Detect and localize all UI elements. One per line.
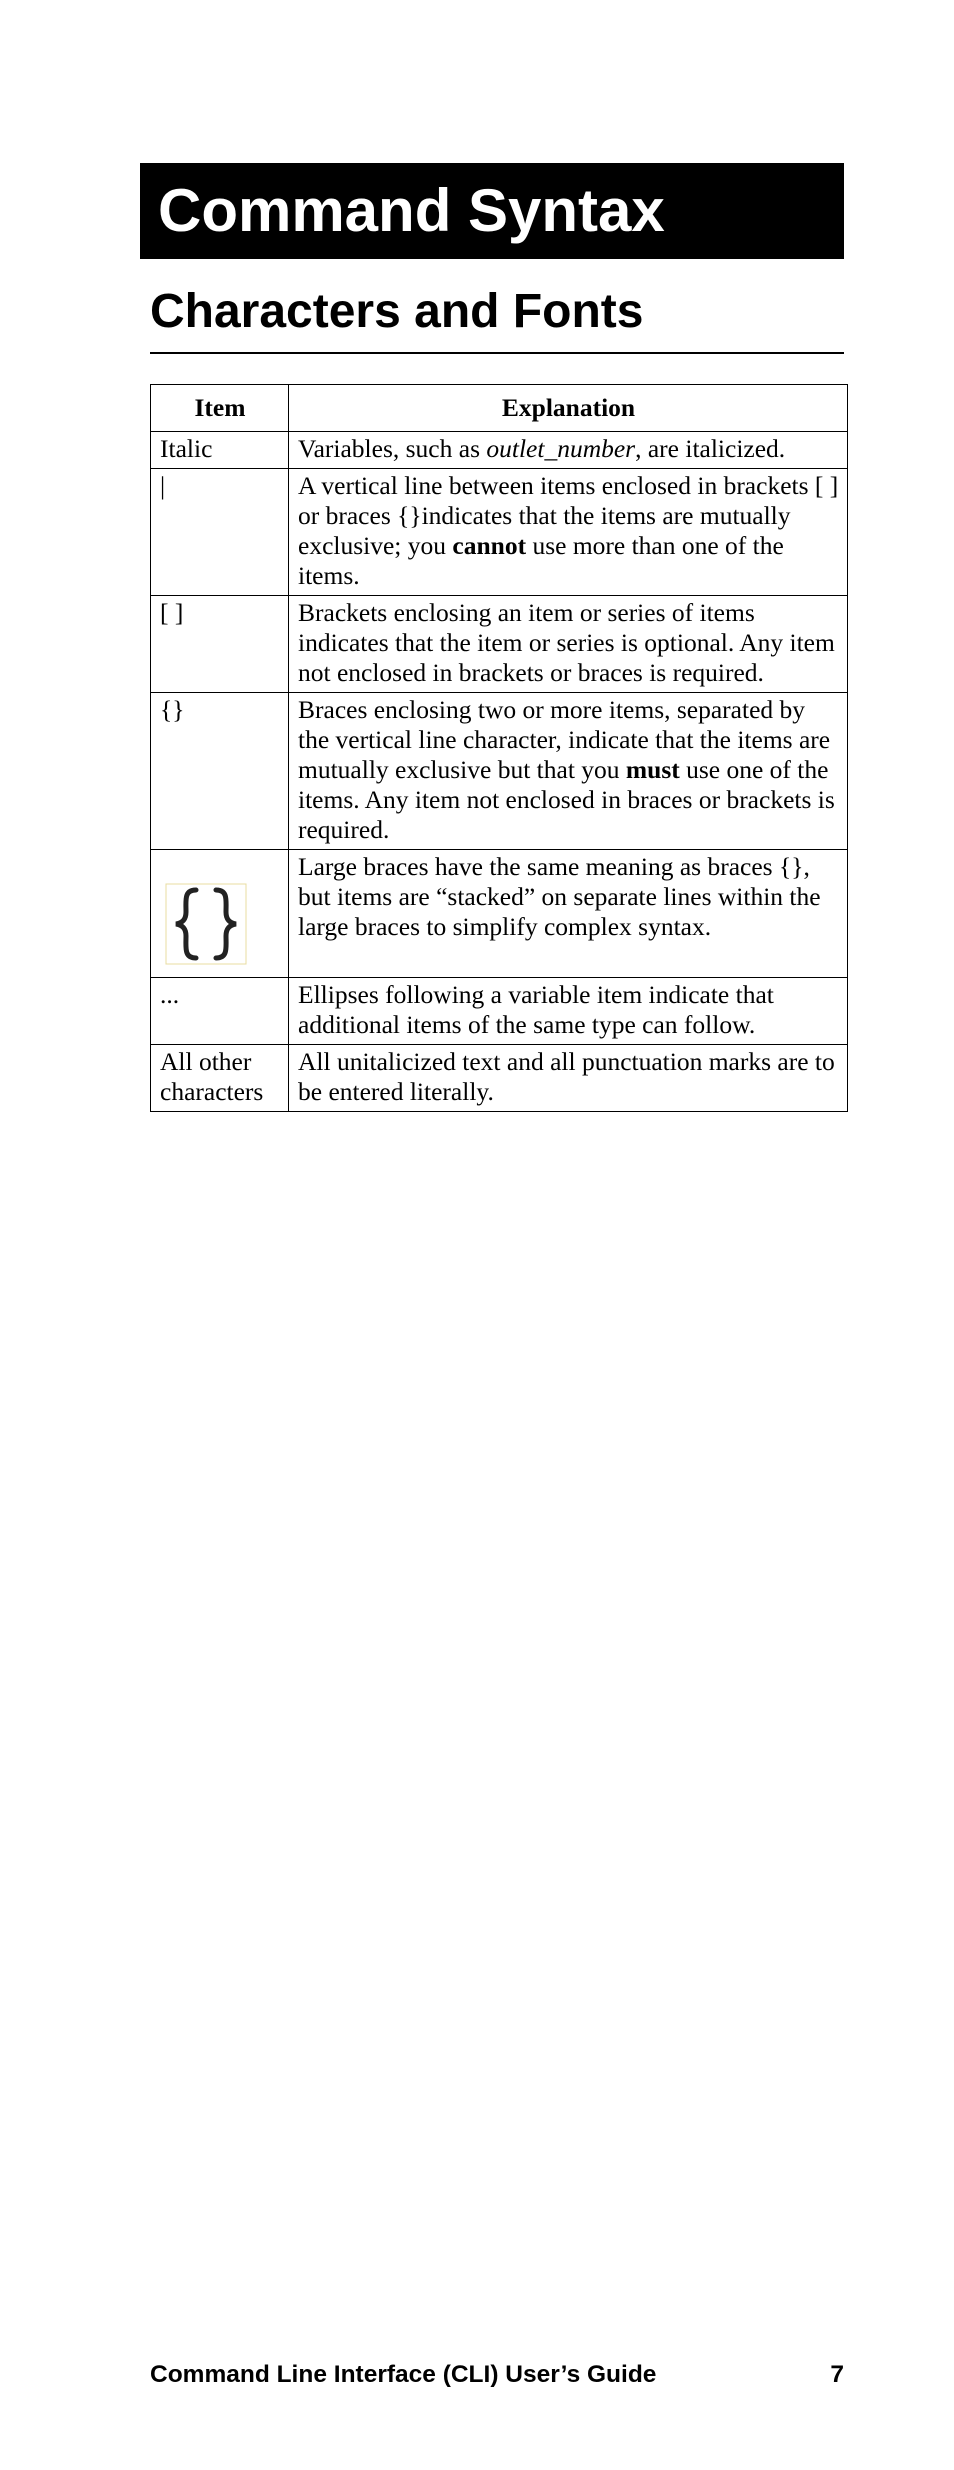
chapter-title: Command Syntax [158, 177, 665, 244]
explanation-text: Braces enclosing two or more items, separated by the vertical line character, indicate that the items are mutually exclusive but that you [298, 695, 831, 784]
item-label: All other characters [160, 1047, 264, 1106]
footer-guide-title: Command Line Interface (CLI) User’s Guide [150, 2361, 657, 2388]
item-cell [151, 693, 289, 850]
footer-page-number: 7 [830, 2361, 844, 2388]
explanation-cell [289, 596, 848, 693]
large-braces-icon [164, 882, 248, 966]
item-cell [151, 469, 289, 596]
explanation-cell [289, 693, 848, 850]
explanation-text: Brackets enclosing an item or series of items indicates that the item or series is optional. Any item not enclosed in brackets or braces is required. [298, 598, 835, 687]
chapter-title-banner [140, 163, 844, 259]
explanation-text: must [625, 755, 680, 784]
explanation-cell [289, 978, 848, 1045]
table-row [151, 978, 848, 1045]
table-body [151, 432, 848, 1112]
table-row [151, 596, 848, 693]
syntax-table [150, 384, 848, 1112]
explanation-text: Ellipses following a variable item indicate that additional items of the same type can follow. [298, 980, 774, 1039]
table-row [151, 469, 848, 596]
explanation-cell [289, 1045, 848, 1112]
column-header-item: Item [151, 385, 289, 432]
explanation-cell [289, 432, 848, 469]
item-cell [151, 596, 289, 693]
explanation-text: Variables, such as [298, 434, 487, 463]
explanation-text: A vertical line between items enclosed in brackets [ ] or braces {}indicates that the items are mutually exclusive; you [298, 471, 839, 560]
item-label: {} [160, 695, 185, 724]
explanation-text: cannot [452, 531, 527, 560]
item-cell [151, 1045, 289, 1112]
section-title: Characters and Fonts [150, 285, 644, 338]
explanation-text: use one of the items. Any item not enclosed in braces or brackets is required. [298, 755, 835, 844]
table-row [151, 432, 848, 469]
table-row [151, 693, 848, 850]
explanation-cell [289, 850, 848, 978]
explanation-text: use more than one of the items. [298, 531, 784, 590]
explanation-cell [289, 469, 848, 596]
item-label: [ ] [160, 598, 184, 627]
explanation-text: Large braces have the same meaning as braces {}, but items are “stacked” on separate lines within the large braces to simplify complex syntax. [298, 852, 821, 941]
item-cell [151, 978, 289, 1045]
item-label: | [160, 471, 166, 500]
table-header-row [151, 385, 848, 432]
explanation-text: outlet_number [486, 434, 636, 463]
table-row [151, 1045, 848, 1112]
item-label: ... [160, 980, 180, 1009]
explanation-text: , are italicized. [635, 434, 786, 463]
item-cell [151, 432, 289, 469]
item-cell [151, 850, 289, 978]
column-header-explanation: Explanation [289, 385, 848, 432]
section-divider [150, 352, 844, 354]
table-row [151, 850, 848, 978]
item-label: Italic [160, 434, 213, 463]
explanation-text: All unitalicized text and all punctuation marks are to be entered literally. [298, 1047, 835, 1106]
